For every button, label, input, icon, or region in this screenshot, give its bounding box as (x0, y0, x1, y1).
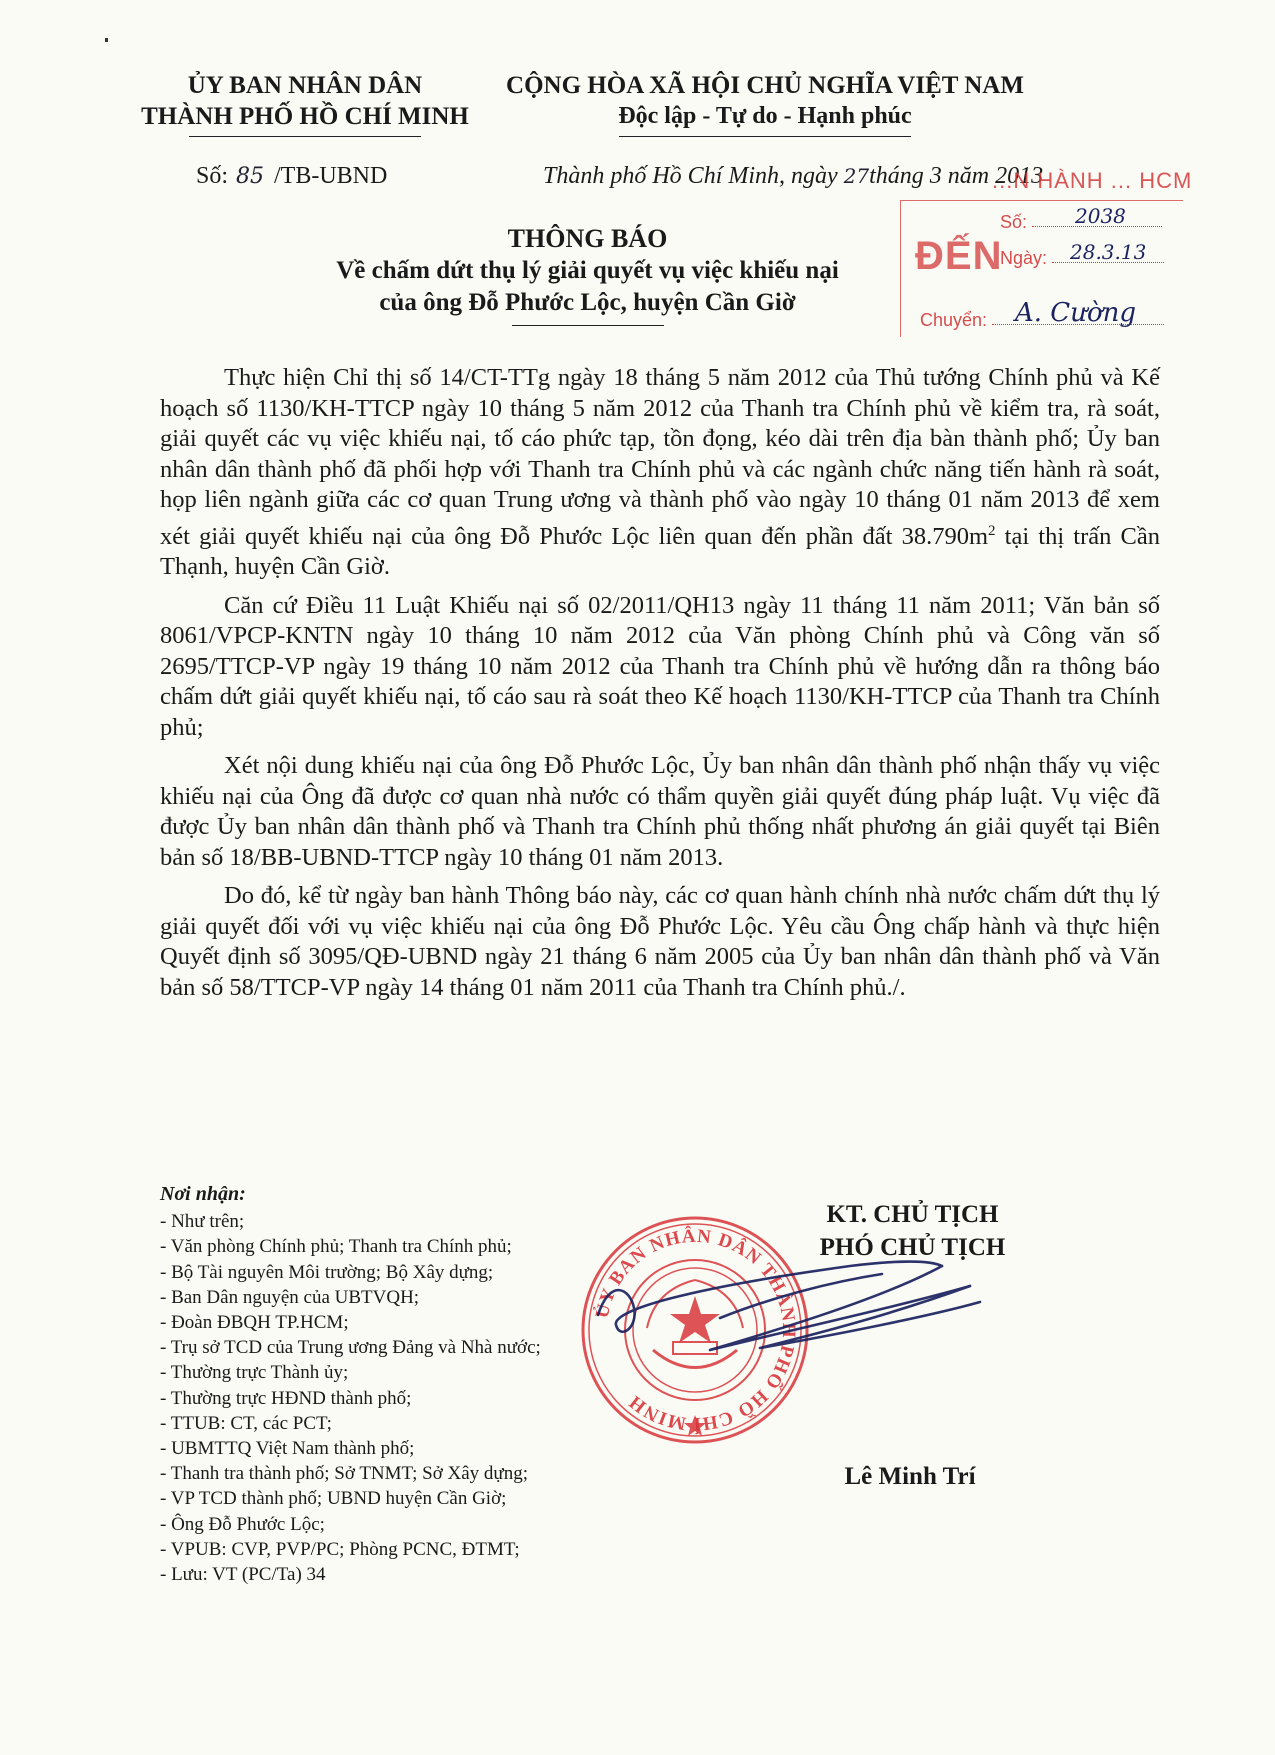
paragraph-3: Xét nội dung khiếu nại của ông Đỗ Phước Lộc, Ủy ban nhân dân thành phố nhận thấy vụ việc khiếu nại của Ông đã được cơ quan nhà nước có thẩm quyền giải quyết đúng pháp luật. Vụ việc đã được Ủy ban nhân dân thành phố và Thanh tra Chính phủ thống nhất phương án giải quyết tại Biên bản số 18/BB-UBND-TTCP ngày 10 tháng 01 năm 2013. (160, 752, 1160, 871)
date-day-handwritten: 27 (843, 164, 870, 188)
recipient-item: - Ban Dân nguyện của UBTVQH; (160, 1286, 420, 1308)
authority-line-2: THÀNH PHỐ HỒ CHÍ MINH (141, 103, 469, 130)
recipient-item: - VPUB: CVP, PVP/PC; Phòng PCNC, ĐTMT; (160, 1538, 520, 1560)
stamp-den: ĐẾN (915, 234, 1003, 278)
number-suffix: /TB-UBND (274, 163, 388, 189)
national-name: CỘNG HÒA XÃ HỘI CHỦ NGHĨA VIỆT NAM (506, 72, 1024, 99)
paragraph-1 (160, 363, 1160, 583)
recipient-item: - Thanh tra thành phố; Sở TNMT; Sở Xây dựng; (160, 1463, 528, 1485)
notice-subject-line-1: Về chấm dứt thụ lý giải quyết vụ việc khiếu nại (336, 257, 839, 284)
stamp-chuyen-label: Chuyển: (920, 310, 988, 330)
notice-subject-line-2: của ông Đỗ Phước Lộc, huyện Cần Giờ (379, 289, 796, 316)
notice-title: THÔNG BÁO (507, 224, 668, 253)
authority-underline (189, 136, 421, 137)
paragraph-1-main: Thực hiện Chỉ thị số 14/CT-TTg ngày 18 tháng 5 năm 2012 của Thủ tướng Chính phủ và Kế hoạch số 1130/KH-TTCP ngày 10 tháng 5 năm 2012 của Thanh tra Chính phủ về kiểm tra, rà soát, giải quyết các vụ việc khiếu nại, tố cáo phức tạp, tồn đọng, kéo dài trên địa bàn thành phố; Ủy ban nhân dân thành phố đã phối hợp với Thanh tra Chính phủ và các ngành chức năng tiến hành rà soát, họp liên ngành giữa các cơ quan Trung ương và thành phố vào ngày 10 tháng 01 năm 2013 để xem xét giải quyết khiếu nại của ông Đỗ Phước Lộc liên quan đến phần đất 38.790m (160, 364, 1160, 550)
date-prefix: Thành phố Hồ Chí Minh, ngày (543, 163, 838, 189)
signer-name: Lê Minh Trí (844, 1463, 976, 1490)
number-handwritten: 85 (236, 164, 265, 189)
stamp-so-value: 2038 (1075, 204, 1126, 228)
motto-underline (619, 136, 911, 137)
signature-title-line: PHÓ CHỦ TỊCH (819, 1234, 1006, 1261)
stamp-ngay-label: Ngày: (1000, 248, 1048, 268)
stamp-so-label: Số: (1000, 212, 1028, 232)
number-prefix: Số: (196, 163, 229, 189)
recipient-item: - VP TCD thành phố; UBND huyện Cần Giờ; (160, 1488, 507, 1510)
signature-block (795, 1198, 1030, 1264)
paragraph-1-tail: tại thị trấn Cần Thạnh, huyện Cần Giờ. (160, 522, 1160, 581)
area-unit-superscript: 2 (988, 522, 996, 539)
stamp-chuyen-value: A. Cường (1015, 298, 1136, 328)
recipient-item: - Như trên; (160, 1211, 245, 1233)
recipient-item: - Ông Đỗ Phước Lộc; (160, 1513, 325, 1535)
date-rest: tháng 3 năm 2013 (869, 163, 1044, 189)
authority-line-1: ỦY BAN NHÂN DÂN (187, 72, 423, 99)
recipient-item: - TTUB: CT, các PCT; (160, 1412, 332, 1434)
issuing-authority-header (140, 70, 470, 137)
paragraph-2: Căn cứ Điều 11 Luật Khiếu nại số 02/2011/QH13 ngày 11 tháng 11 năm 2011; Văn bản số 8061/VPCP-KNTN ngày 10 tháng 10 năm 2012 của Văn phòng Chính phủ và Công văn số 2695/TTCP-VP ngày 19 tháng 10 năm 2012 của Thanh tra Chính phủ về hướng dẫn ra thông báo chấm dứt giải quyết khiếu nại, tố cáo sau rà soát theo Kế hoạch 1130/KH-TTCP của Thanh tra Chính phủ; (160, 591, 1160, 741)
recipients-heading: Nơi nhận: (160, 1183, 246, 1205)
recipient-item: - Trụ sở TCD của Trung ương Đảng và Nhà nước; (160, 1337, 541, 1359)
stamp-header: ...N HÀNH ... HCM (992, 168, 1193, 193)
title-underline (512, 325, 664, 326)
signature-authority-line: KT. CHỦ TỊCH (826, 1201, 999, 1228)
scan-speck (105, 38, 108, 42)
recipient-item: - Lưu: VT (PC/Ta) 34 (160, 1564, 326, 1586)
seal-ring-text: ỦY BAN NHÂN DÂN THÀNH PHỐ HỒ CHÍ MINH (591, 1225, 800, 1435)
incoming-document-stamp (900, 160, 1200, 340)
recipient-item: - Bộ Tài nguyên Môi trường; Bộ Xây dựng; (160, 1261, 494, 1283)
stamp-ngay-value: 28.3.13 (1070, 240, 1147, 264)
recipient-item: - UBMTTQ Việt Nam thành phố; (160, 1438, 415, 1460)
national-header (500, 70, 1030, 137)
national-motto: Độc lập - Tự do - Hạnh phúc (618, 103, 912, 129)
paragraph-4: Do đó, kể từ ngày ban hành Thông báo này, các cơ quan hành chính nhà nước chấm dứt thụ lý giải quyết đối với vụ việc khiếu nại của ông Đỗ Phước Lộc. Yêu cầu Ông chấp hành và thực hiện Quyết định số 3095/QĐ-UBND ngày 21 tháng 6 năm 2005 của Ủy ban nhân dân thành phố và Văn bản số 58/TTCP-VP ngày 14 tháng 01 năm 2011 của Thanh tra Chính phủ./. (160, 882, 1160, 1001)
recipient-item: - Đoàn ĐBQH TP.HCM; (160, 1312, 349, 1334)
notice-title-block (290, 223, 885, 326)
document-number (196, 163, 387, 190)
recipient-item: - Văn phòng Chính phủ; Thanh tra Chính phủ; (160, 1236, 512, 1258)
notice-body (160, 363, 1160, 1011)
recipient-item: - Thường trực HĐND thành phố; (160, 1387, 412, 1409)
recipient-item: - Thường trực Thành ủy; (160, 1362, 349, 1384)
